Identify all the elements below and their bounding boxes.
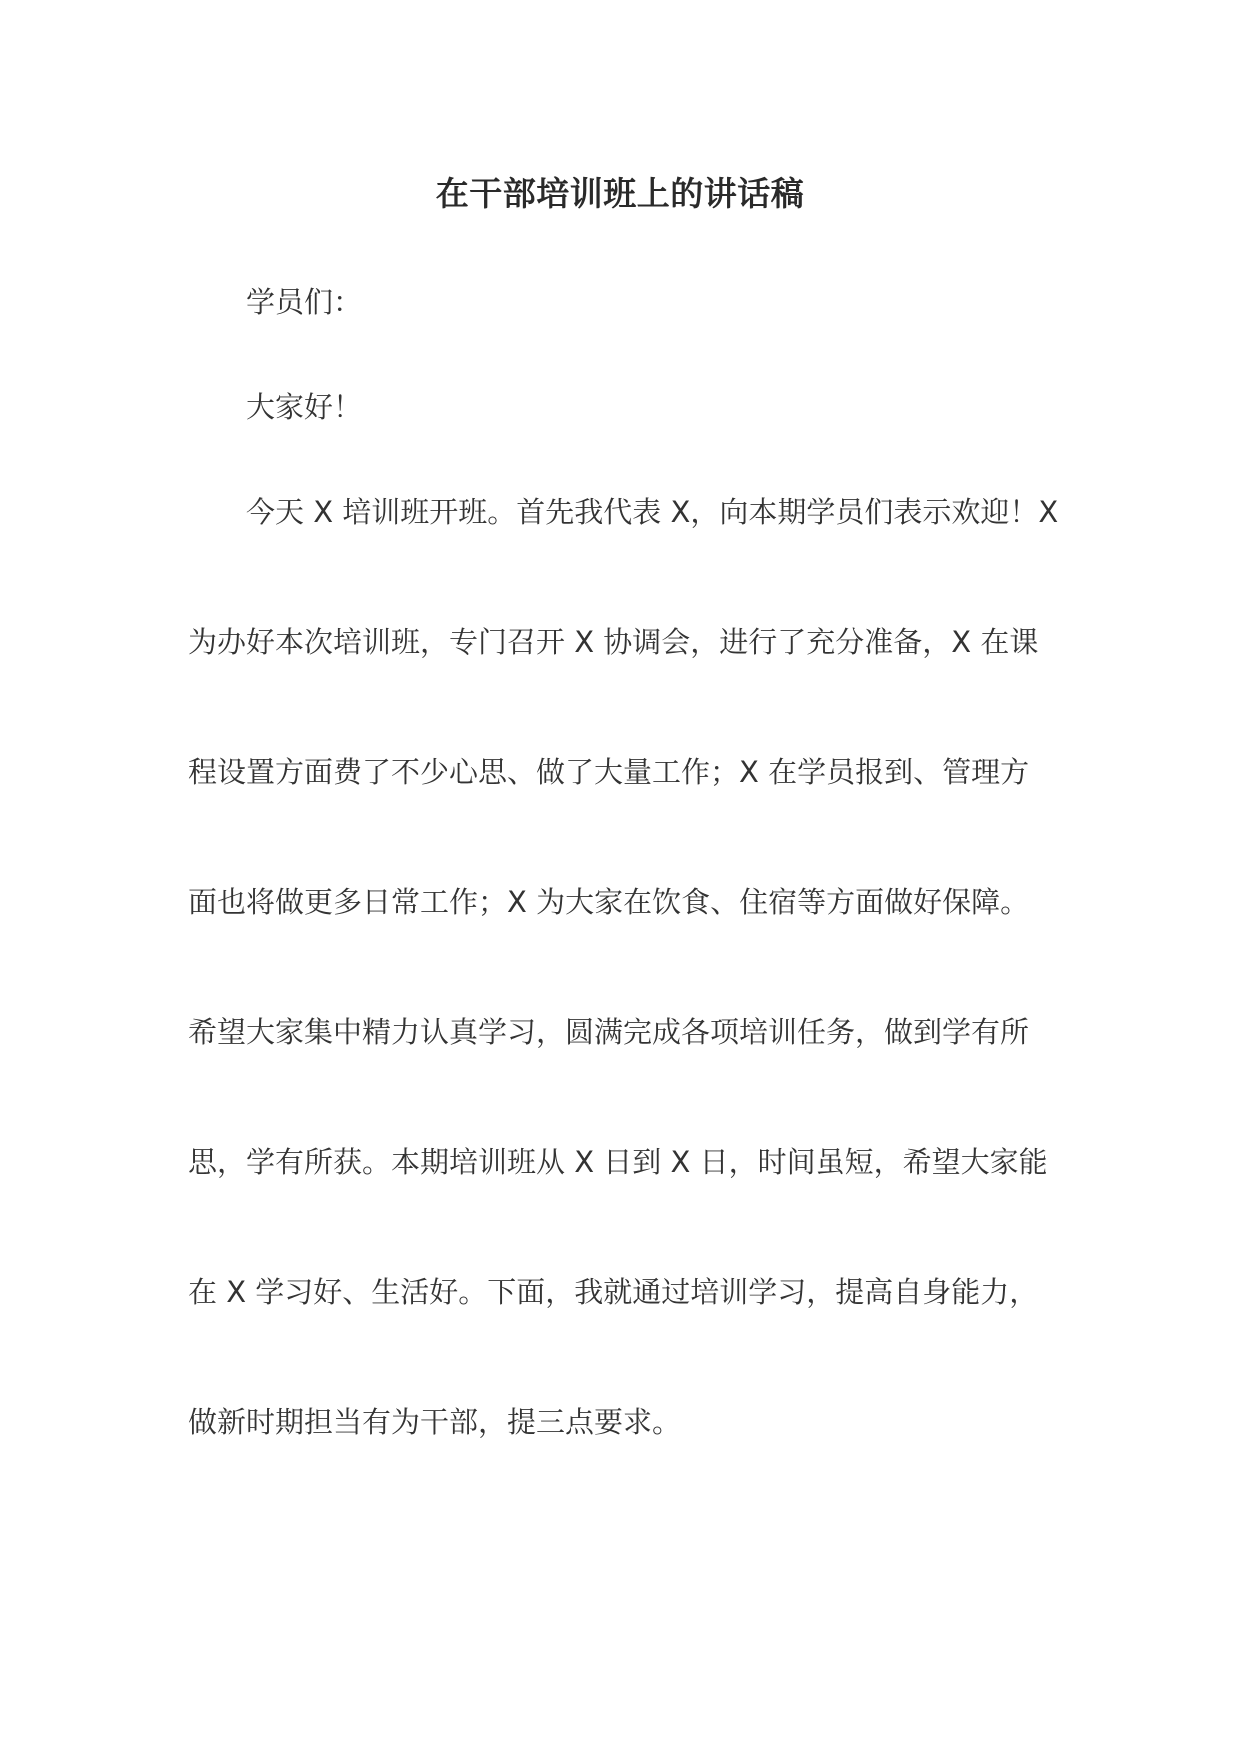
paragraph-line: 面也将做更多日常工作；X 为大家在饮食、住宿等方面做好保障。	[188, 885, 1030, 919]
salutation: 学员们：	[246, 285, 363, 319]
body-paragraph	[188, 492, 1068, 1532]
paragraph-line: 在 X 学习好、生活好。下面，我就通过培训学习，提高自身能力，	[188, 1275, 1039, 1309]
paragraph-line: 希望大家集中精力认真学习，圆满完成各项培训任务，做到学有所	[188, 1015, 1030, 1049]
paragraph-line: 今天 X 培训班开班。首先我代表 X，向本期学员们表示欢迎！X	[246, 495, 1059, 529]
document-title: 在干部培训班上的讲话稿	[435, 174, 805, 213]
paragraph-line: 为办好本次培训班，专门召开 X 协调会，进行了充分准备，X 在课	[188, 625, 1039, 659]
greeting: 大家好！	[246, 390, 363, 424]
paragraph-line: 思，学有所获。本期培训班从 X 日到 X 日，时间虽短，希望大家能	[188, 1145, 1048, 1179]
paragraph-line: 程设置方面费了不少心思、做了大量工作；X 在学员报到、管理方	[188, 755, 1030, 789]
paragraph-line: 做新时期担当有为干部，提三点要求。	[188, 1405, 682, 1439]
